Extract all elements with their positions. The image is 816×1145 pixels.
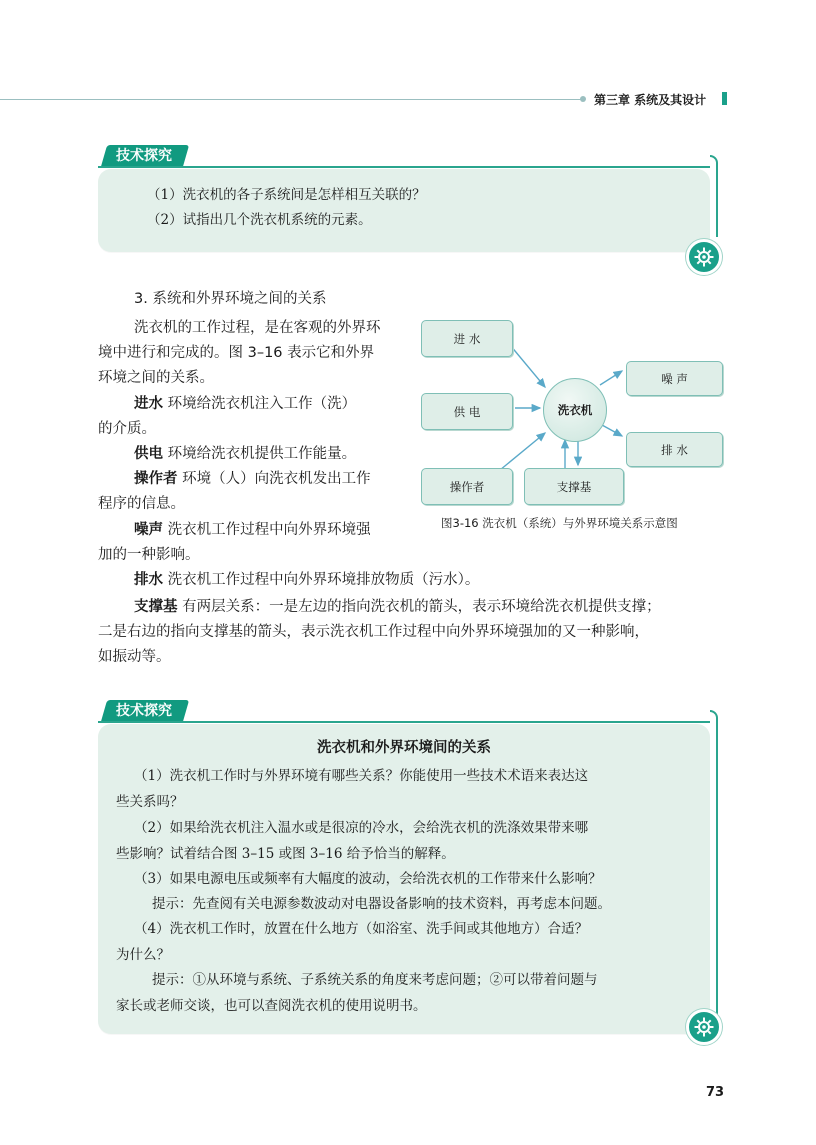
operator-cont: 程序的信息。: [98, 496, 185, 512]
arrow-noise: [600, 371, 622, 385]
support-cont-1: 二是右边的指向支撑基的箭头，表示洗衣机工作过程中向外界环境强加的又一种影响，: [98, 624, 649, 640]
support-term: 支撑基: [134, 599, 178, 615]
gear-icon: [686, 1009, 722, 1045]
water-in-para: [134, 392, 356, 417]
header-rule: [0, 99, 582, 100]
gear-icon: [686, 239, 722, 275]
explore2-line-9: 提示：①从环境与系统、子系统关系的角度来考虑问题；②可以带着问题与: [152, 972, 598, 988]
water-in-cont: 的介质。: [98, 421, 156, 437]
explore2-line-7: （4）洗衣机工作时，放置在什么地方（如浴室、洗手间或其他地方）合适？: [134, 921, 589, 937]
intro-line-1: 洗衣机的工作过程，是在客观的外界环: [134, 320, 381, 336]
diagram-caption: 图3-16 洗衣机（系统）与外界环境关系示意图: [441, 516, 678, 530]
explore2-line-2: 些关系吗？: [116, 794, 184, 810]
page-number: 73: [706, 1085, 725, 1100]
explore-tab-2: 技术探究: [101, 700, 189, 722]
support-para: [134, 595, 661, 620]
diagram-operator: 操作者: [421, 468, 513, 505]
chapter-title: 第三章 系统及其设计: [594, 93, 707, 107]
section-heading: 3. 系统和外界环境之间的关系: [134, 291, 327, 307]
explore1-item-2: （2）试指出几个洗衣机系统的元素。: [147, 212, 372, 228]
diagram-washer: 洗衣机: [543, 378, 607, 442]
explore-tab-1: 技术探究: [101, 145, 189, 167]
power-para: [134, 442, 356, 467]
diagram-drain: 排 水: [626, 432, 723, 467]
water-in-text: 环境给洗衣机注入工作（洗）: [163, 396, 357, 412]
intro-line-2: 境中进行和完成的。图 3–16 表示它和外界: [98, 345, 375, 361]
diagram-noise: 噪 声: [626, 361, 723, 396]
explore2-line-10: 家长或老师交谈，也可以查阅洗衣机的使用说明书。: [116, 998, 427, 1014]
diagram-water-in: 进 水: [421, 320, 513, 357]
noise-para: [134, 518, 371, 543]
gear-icon-glyph: [693, 1016, 715, 1038]
noise-cont: 加的一种影响。: [98, 547, 200, 563]
diagram-support: 支撑基: [524, 468, 624, 505]
drain-text: 洗衣机工作过程中向外界环境排放物质（污水）。: [163, 572, 480, 588]
explore2-line-5: （3）如果电源电压或频率有大幅度的波动，会给洗衣机的工作带来什么影响？: [134, 871, 602, 887]
explore-rule-2: [98, 721, 710, 723]
explore2-title: 洗衣机和外界环境间的关系: [317, 740, 491, 756]
explore-border-1: [710, 155, 718, 237]
operator-text: 环境（人）向洗衣机发出工作: [177, 471, 371, 487]
noise-text: 洗衣机工作过程中向外界环境强: [163, 522, 371, 538]
explore-border-2: [710, 710, 718, 1022]
explore2-line-3: （2）如果给洗衣机注入温水或是很凉的冷水，会给洗衣机的洗涤效果带来哪: [134, 820, 589, 836]
support-text: 有两层关系：一是左边的指向洗衣机的箭头，表示环境给洗衣机提供支撑；: [177, 599, 661, 615]
gear-icon-glyph: [693, 246, 715, 268]
power-text: 环境给洗衣机提供工作能量。: [163, 446, 357, 462]
explore2-line-6: 提示：先查阅有关电源参数波动对电器设备影响的技术资料，再考虑本问题。: [152, 896, 611, 912]
explore2-line-4: 些影响？试着结合图 3–15 或图 3–16 给予恰当的解释。: [116, 846, 455, 862]
drain-term: 排水: [134, 572, 163, 588]
support-cont-2: 如振动等。: [98, 649, 171, 665]
arrow-operator: [500, 433, 545, 470]
explore2-line-1: （1）洗衣机工作时与外界环境有哪些关系？你能使用一些技术术语来表达这: [134, 768, 589, 784]
drain-para: [134, 568, 479, 593]
header-accent-bar: [722, 92, 727, 105]
diagram-power: 供 电: [421, 393, 513, 430]
operator-para: [134, 467, 371, 492]
arrow-drain: [602, 425, 622, 436]
power-term: 供电: [134, 446, 163, 462]
operator-term: 操作者: [134, 471, 178, 487]
explore2-line-8: 为什么？: [116, 947, 170, 963]
explore-rule-1: [98, 166, 710, 168]
arrow-water-in: [510, 345, 545, 387]
explore1-item-1: （1）洗衣机的各子系统间是怎样相互关联的？: [147, 187, 426, 203]
intro-line-3: 环境之间的关系。: [98, 370, 214, 386]
noise-term: 噪声: [134, 522, 163, 538]
water-in-term: 进水: [134, 396, 163, 412]
header-dot: [580, 96, 586, 102]
